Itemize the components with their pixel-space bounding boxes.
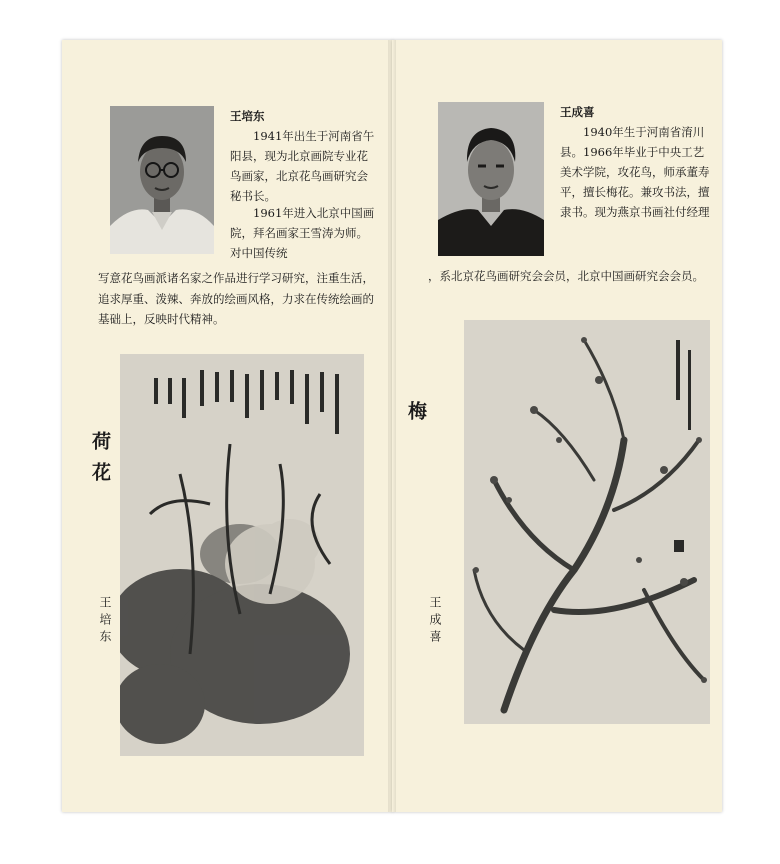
painting-artist-label: 王成喜 — [428, 596, 442, 647]
portrait-image — [110, 106, 214, 254]
portrait-photo-wang-peidong — [110, 106, 214, 254]
artist-bio-top: 1940年生于河南省淯川县。1966年毕业于中央工艺美术学院，攻花鸟，师承董寿平，擅长梅花。兼攻书法，擅隶书。现为燕京书画社付经理 — [560, 125, 710, 219]
painting-title: 荷花 — [89, 431, 111, 493]
booklet-spine — [388, 40, 396, 812]
left-page — [62, 40, 393, 812]
plum-painting-image — [464, 320, 710, 724]
artist-name: 王培东 — [230, 109, 265, 123]
painting-lotus — [120, 354, 364, 756]
portrait-photo-wang-chengxi — [438, 102, 544, 256]
artist-bio-top: 1941年出生于河南省午阳县，现为北京画院专业花鸟画家，北京花鸟画研究会秘书长。 — [230, 129, 375, 203]
painting-plum-blossom — [464, 320, 710, 724]
portrait-image — [438, 102, 544, 256]
painting-artist-label: 王培东 — [98, 596, 112, 647]
right-page — [392, 40, 722, 812]
lotus-painting-image — [120, 354, 364, 756]
artist-bio-wide: 写意花鸟画派诸名家之作品进行学习研究，注重生活，追求厚重、泼辣、奔放的绘画风格，力求在传统绘画的基础上，反映时代精神。 — [98, 271, 374, 326]
painting-title: 梅 — [405, 400, 427, 432]
artist-bio-wide: ，系北京花鸟画研究会会员，北京中国画研究会会员。 — [428, 269, 704, 283]
artist-name: 王成喜 — [560, 105, 595, 119]
artist-bio-continued: 1961年进入北京中国画院，拜名画家王雪涛为师。对中国传统 — [230, 206, 375, 260]
booklet-spread — [62, 40, 722, 812]
